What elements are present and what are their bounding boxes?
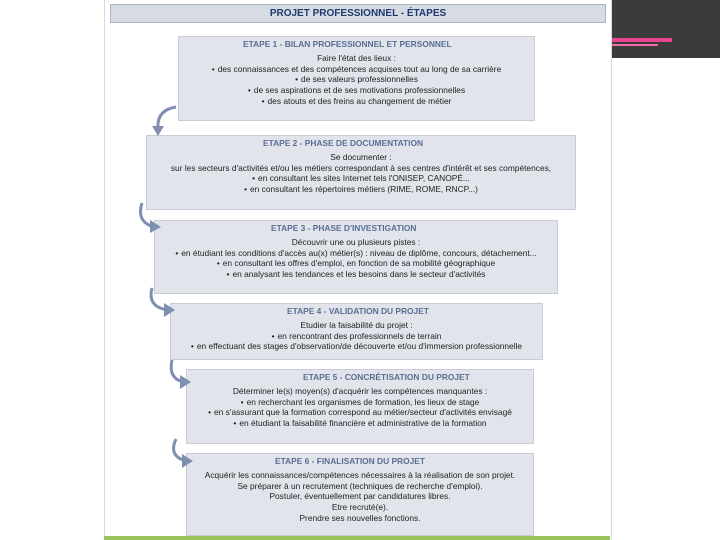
- list-item: • en s'assurant que la formation correspond au métier/secteur d'activités envisagé: [208, 407, 512, 418]
- step-3-box: [154, 220, 558, 294]
- list-item: • en consultant les sites Internet tels l'ONISEP, CANOPÉ...: [252, 173, 470, 184]
- flow-arrow-icon: [150, 104, 180, 138]
- step-6-line: Se préparer à un recrutement (techniques de recherche d'emploi).: [237, 480, 483, 491]
- step-6-heading: ETAPE 6 - FINALISATION DU PROJET: [275, 456, 425, 466]
- document-title: PROJET PROFESSIONNEL - ÉTAPES: [110, 4, 606, 23]
- bullet: •: [208, 407, 212, 418]
- bullet: •: [190, 341, 194, 352]
- bullet: •: [261, 95, 265, 106]
- list-item: • en consultant les répertoires métiers (RIME, ROME, RNCP...): [244, 184, 478, 195]
- flow-arrow-icon: [144, 285, 178, 319]
- list-item: • en rencontrant des professionnels de terrain: [271, 330, 442, 341]
- bullet: •: [271, 330, 275, 341]
- list-item: • de ses aspirations et de ses motivations professionnelles: [247, 85, 466, 96]
- flow-arrow-icon: [164, 357, 194, 391]
- bullet: •: [175, 247, 179, 258]
- list-item: • des atouts et des freins au changement de métier: [261, 95, 452, 106]
- list-item: • en recherchant les organismes de formation, les lieux de stage: [240, 396, 480, 407]
- list-item: • en étudiant la faisabilité financière et administrative de la formation: [233, 418, 487, 429]
- pink-accent-line-thin: [610, 44, 658, 46]
- step-6-line: Prendre ses nouvelles fonctions.: [299, 512, 421, 523]
- step-4-heading: ETAPE 4 - VALIDATION DU PROJET: [287, 306, 429, 316]
- step-5-heading: ETAPE 5 - CONCRÉTISATION DU PROJET: [303, 372, 470, 382]
- bullet: •: [216, 258, 220, 269]
- list-item: • des connaissances et des compétences acquises tout au long de sa carrière: [211, 63, 502, 74]
- flow-arrow-icon: [166, 436, 196, 470]
- step-2-intro: Se documenter :: [330, 151, 392, 162]
- bullet: •: [244, 184, 248, 195]
- step-6-box: [186, 453, 534, 536]
- slide-corner-decoration: [610, 0, 720, 58]
- list-item: • de ses valeurs professionnelles: [295, 74, 418, 85]
- bullet: •: [233, 418, 237, 429]
- step-5-box: [186, 369, 534, 444]
- step-1-intro: Faire l'état des lieux :: [317, 52, 396, 63]
- list-item: • en étudiant les conditions d'accès au(x) métier(s) : niveau de diplôme, concours, détachement...: [175, 247, 537, 258]
- bullet: •: [226, 269, 230, 280]
- step-1-heading: ETAPE 1 - BILAN PROFESSIONNEL ET PERSONNEL: [243, 39, 452, 49]
- step-3-intro: Découvrir une ou plusieurs pistes :: [291, 236, 421, 247]
- step-2-heading: ETAPE 2 - PHASE DE DOCUMENTATION: [263, 138, 424, 148]
- list-item: • en analysant les tendances et les besoins dans le secteur d'activités: [226, 269, 486, 280]
- flow-arrow-icon: [134, 200, 164, 234]
- bullet: •: [295, 74, 299, 85]
- bullet: •: [211, 63, 215, 74]
- pink-accent-line: [610, 38, 672, 42]
- step-2-intro-detail: sur les secteurs d'activités et/ou les métiers correspondant à ses centres d'intérêt et ses compétences,: [170, 162, 552, 173]
- step-1-box: [178, 36, 535, 121]
- slide-footer-bar: [104, 536, 610, 540]
- step-3-heading: ETAPE 3 - PHASE D'INVESTIGATION: [271, 223, 417, 233]
- step-4-box: [170, 303, 543, 360]
- bullet: •: [240, 396, 244, 407]
- step-6-line: Postuler, éventuellement par candidatures libres.: [269, 491, 451, 502]
- step-5-intro: Déterminer le(s) moyen(s) d'acquérir les compétences manquantes :: [232, 385, 488, 396]
- step-6-line: Etre recruté(e).: [331, 502, 389, 513]
- step-4-intro: Etudier la faisabilité du projet :: [300, 319, 413, 330]
- bullet: •: [247, 85, 251, 96]
- step-2-box: [146, 135, 576, 210]
- bullet: •: [252, 173, 256, 184]
- step-6-line: Acquérir les connaissances/compétences nécessaires à la réalisation de son projet.: [204, 469, 516, 480]
- list-item: • en consultant les offres d'emploi, en fonction de sa mobilité géographique: [216, 258, 496, 269]
- list-item: • en effectuant des stages d'observation/de découverte et/ou d'immersion professionnelle: [190, 341, 523, 352]
